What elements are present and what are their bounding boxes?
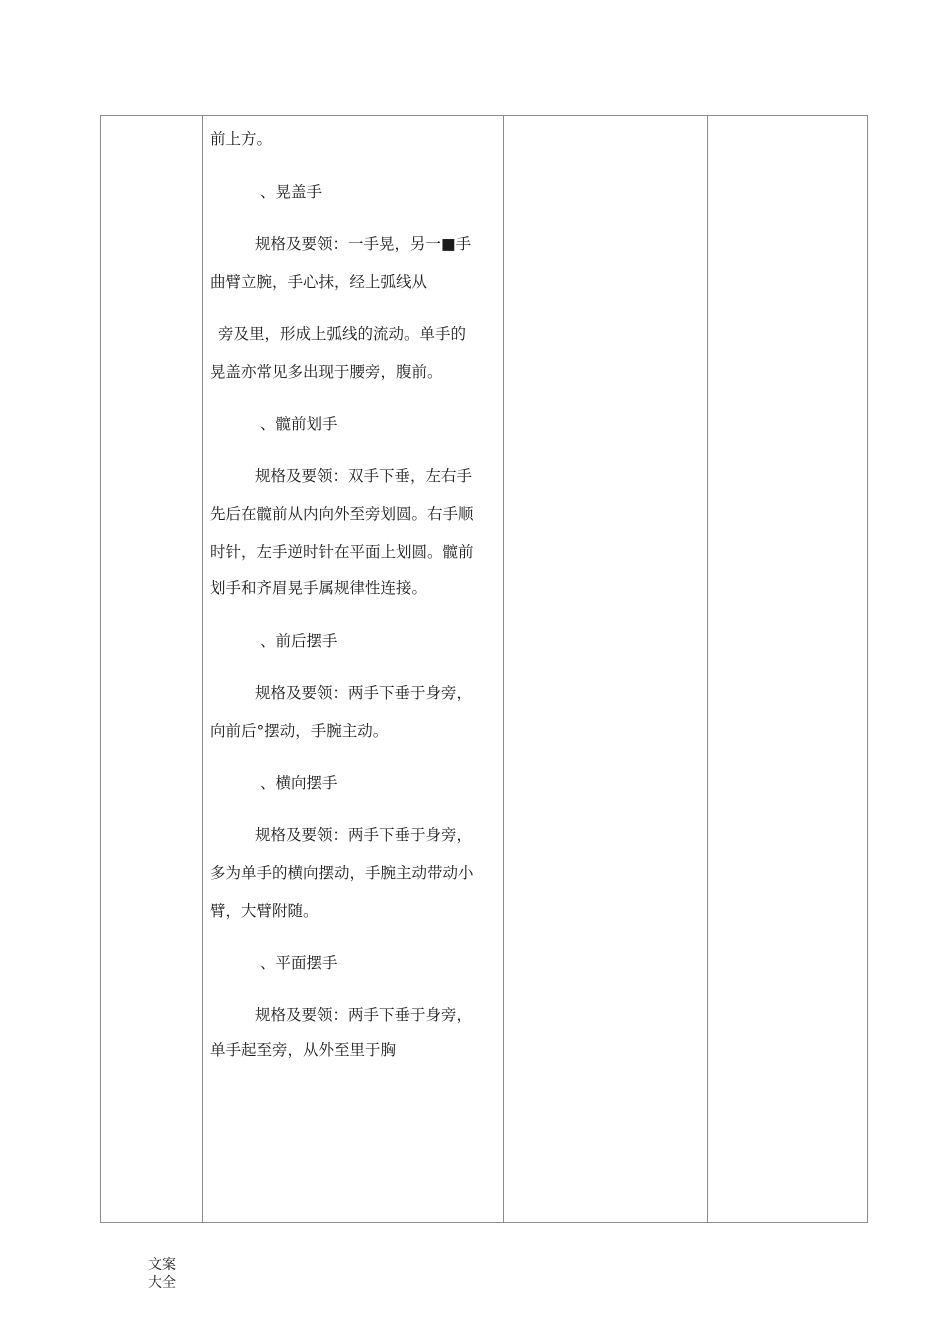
- text-line: 规格及要领：双手下垂，左右手: [255, 467, 473, 485]
- section-heading: 、前后摆手: [260, 632, 338, 650]
- section-heading: 、髋前划手: [260, 415, 338, 433]
- text-line: 规格及要领：两手下垂于身旁，: [255, 684, 473, 702]
- footer-line: 大全: [148, 1275, 176, 1291]
- text-line: 多为单手的横向摆动，手腕主动带动小: [210, 864, 474, 882]
- footer-watermark: [148, 1256, 176, 1292]
- table-cell-empty-middle: [504, 116, 708, 1223]
- text-line: 臂，大臂附随。: [210, 902, 319, 920]
- footer-line: 文案: [148, 1257, 176, 1273]
- text-line: 时针，左手逆时针在平面上划圆。髋前: [210, 543, 474, 561]
- text-line: 规格及要领：两手下垂于身旁，: [255, 826, 473, 844]
- table-cell-empty-left: [101, 116, 203, 1223]
- text-line: 向前后°摆动，手腕主动。: [210, 722, 389, 740]
- section-heading: 、平面摆手: [260, 954, 338, 972]
- text-line: 前上方。: [210, 130, 273, 148]
- table-cell-empty-right: [708, 116, 868, 1223]
- document-table: [100, 115, 868, 1223]
- text-line: 旁及里，形成上弧线的流动。单手的: [218, 325, 467, 343]
- text-line: 曲臂立腕，手心抹，经上弧线从: [210, 273, 428, 291]
- table-cell-content: [203, 116, 504, 1223]
- text-line: 划手和齐眉晃手属规律性连接。: [210, 579, 428, 597]
- text-line: 先后在髋前从内向外至旁划圆。右手顺: [210, 505, 474, 523]
- section-heading: 、横向摆手: [260, 774, 338, 792]
- table-row: [101, 116, 868, 1223]
- section-heading: 、晃盖手: [260, 183, 323, 201]
- text-line: 规格及要领：一手晃，另一■手: [255, 235, 472, 253]
- text-line: 单手起至旁，从外至里于胸: [210, 1041, 397, 1059]
- content-block: [203, 116, 503, 1222]
- text-line: 规格及要领：两手下垂于身旁，: [255, 1006, 473, 1024]
- text-line: 晃盖亦常见多出现于腰旁，腹前。: [210, 363, 443, 381]
